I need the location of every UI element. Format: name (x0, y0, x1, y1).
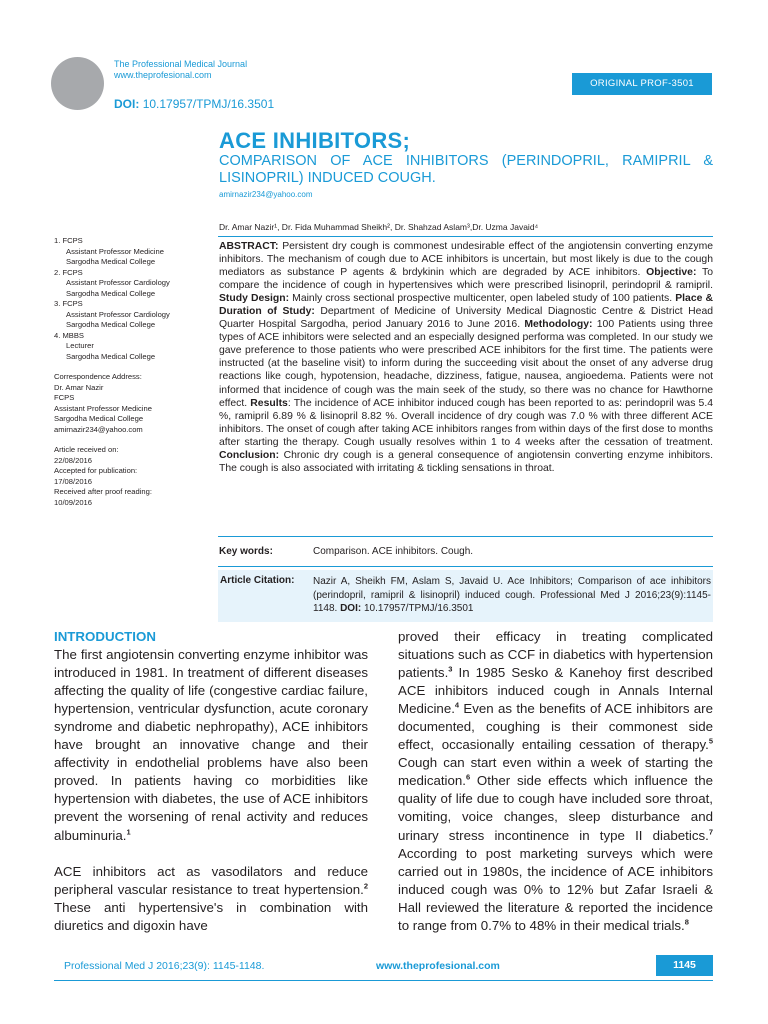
citation-text (313, 575, 711, 616)
paragraph-text: The first angiotensin converting enzyme inhibitor was introduced in 1981. In treatment of different diseases affecting the quality of life (congestive cardiac failure, hypertension, ventricular dysfunction, acute coronary syndrome and diabetic nephropathy), ACE inhibitors have brought an innovative change and their affectivity in endothelial problems have also been proved. In patients having co morbidities like hypertension with diabetes, the use of ACE inhibitors prevent the worsening of renal activity and reduces albuminuria. (54, 647, 368, 843)
correspondence-line: FCPS (54, 393, 75, 402)
paragraph-text: According to post marketing surveys which were carried out in 1980s, the incidence of ACE inhibitors induced cough was 0% to 12% but Zafar Israeli & Hall reviewed the literature & reported the incidence to range from 0.7% to 48% in their medical trials. (398, 845, 713, 933)
body-column-right (398, 628, 713, 935)
paragraph-text: Cough can start even within a week of starting the medication. (398, 755, 713, 789)
affiliation-line: Sargodha Medical College (66, 257, 156, 266)
accepted-date: 17/08/2016 (54, 476, 93, 486)
doi-label: DOI: (114, 97, 140, 111)
affiliation-num: 3. FCPS (54, 299, 83, 308)
article-type-badge: ORIGINAL PROF-3501 (572, 73, 712, 95)
conclusion-text: Chronic dry cough is a general consequence of angiotensin converting enzyme inhibitors. The cough is also associated with irritating & tickling sensations in throat. (219, 449, 713, 474)
results-label: Results (250, 397, 288, 409)
divider (218, 566, 713, 567)
divider (218, 536, 713, 537)
section-heading: INTRODUCTION (54, 629, 156, 644)
reference-marker: 7 (708, 827, 713, 837)
design-label: Study Design: (219, 293, 290, 305)
proof-label: Received after proof reading: (54, 487, 152, 496)
correspondence-line: Sargodha Medical College (54, 414, 144, 423)
abstract-text: Persistent dry cough is commonest undesirable effect of the angiotensin converting enzyme inhibitors. The mechanism of cough due to ACE inhibitors is uncertain, but most likely is due to the cough mediators as substance P agents & brdykinin which are degraded by ACE inhibitors. (219, 241, 713, 279)
received-label: Article received on: (54, 445, 119, 454)
citation-body: Nazir A, Sheikh FM, Aslam S, Javaid U. Ace Inhibitors; Comparison of ace inhibitors (perindopril, ramipril & lisinopril) induced cough. Professional Med J 2016;23(9):1145-1148. (313, 576, 711, 614)
objective-text: To compare the incidence of cough in hypertensives which were prescribed lisinopril, perindopril & ramipril. (219, 267, 713, 292)
footer-divider (54, 980, 713, 981)
author-email-link[interactable]: amirnazir234@yahoo.com (219, 190, 313, 199)
affiliation-line: Sargodha Medical College (66, 288, 156, 298)
divider (218, 236, 713, 237)
affiliation-line: Assistant Professor Medicine (66, 246, 164, 256)
doi-link[interactable]: 10.17957/TPMJ/16.3501 (142, 97, 275, 111)
reference-marker: 2 (363, 881, 368, 891)
affiliation-num: 1. FCPS (54, 236, 83, 245)
journal-logo (51, 57, 104, 110)
reference-marker: 5 (708, 736, 713, 746)
place-text: Department of Medicine of University Medical Diagnostic Centre & District Head Quarter Hospital Sargodha, period January 2016 to June 2016. (219, 306, 714, 331)
results-text: : The incidence of ACE inhibitor induced cough has been reported to as: perindopril was 5.4 %, ramipril 6.89 % & lisinopril 8.82 %. Overall incidence of dry cough was 7.0 % with three different ACE inhibitors. The onset of cough after taking ACE inhibitors ranges from within days of the first dose to months after starting the therapy. Cough usually resolves within 1 to 4 weeks after the cessation of treatment. (219, 397, 714, 448)
paragraph-text: These anti hypertensive's in combination with diuretics and digoxin have (54, 899, 368, 933)
reference-marker: 6 (466, 772, 471, 782)
journal-name: The Professional Medical Journal (114, 59, 248, 69)
keywords-label: Key words: (219, 546, 273, 557)
design-text: Mainly cross sectional prospective multicenter, open labeled study of 100 patients. (289, 293, 676, 305)
affiliation-line: Sargodha Medical College (66, 320, 156, 329)
paragraph (54, 646, 368, 845)
article-title: ACE INHIBITORS; (219, 128, 411, 153)
affiliation-line: Assistant Professor Cardiology (66, 278, 170, 287)
reference-marker: 4 (454, 700, 460, 710)
methodology-text: 100 Patients using three types of ACE inhibitors were selected and an especially designed performa was completed. In our study we gave preference to those patients who were prescribed ACE inhibitors for the first time. The patients were instructed (at the baseline visit) to inform during the succeeding visit about the onset of any adverse drug reactions like cough, hypotension, headache, dizziness, fatigue, nausea, angioedema. Patients were not informed that incidence of cough was the main seek of the study, so there was no chance for Hawthorne effect. (219, 319, 713, 409)
received-date: 22/08/2016 (54, 455, 93, 465)
author-affiliations-sidebar (54, 236, 204, 508)
correspondence-label: Correspondence Address: (54, 372, 142, 381)
citation-doi-link[interactable]: 10.17957/TPMJ/16.3501 (361, 603, 474, 614)
footer-url-link[interactable]: www.theprofesional.com (376, 960, 500, 972)
paragraph (54, 863, 368, 935)
journal-url-link[interactable]: www.theprofesional.com (114, 70, 212, 80)
place-label: Place & Duration of Study: (219, 293, 713, 318)
doi-line (114, 97, 274, 111)
citation-doi-label: DOI: (340, 603, 362, 614)
affiliation-line: Sargodha Medical College (66, 351, 156, 361)
affiliation-line: Lecturer (66, 341, 94, 350)
abstract (219, 240, 713, 475)
affiliation-num: 2. FCPS (54, 267, 83, 277)
citation-label: Article Citation: (220, 575, 295, 586)
affiliation-line: Assistant Professor Cardiology (66, 309, 170, 319)
body-column-left (54, 628, 368, 935)
objective-label: Objective: (646, 267, 697, 279)
correspondence-line: Assistant Professor Medicine (54, 403, 152, 413)
article-subtitle: COMPARISON OF ACE INHIBITORS (PERINDOPRIL, RAMIPRIL & LISINOPRIL) INDUCED COUGH. (219, 153, 713, 186)
affiliation-num: 4. MBBS (54, 330, 84, 340)
proof-date: 10/09/2016 (54, 497, 93, 507)
reference-marker: 8 (684, 917, 689, 927)
reference-marker: 3 (448, 664, 453, 674)
correspondence-email-link[interactable]: amirnazir234@yahoo.com (54, 424, 143, 434)
methodology-label: Methodology: (524, 319, 593, 331)
accepted-label: Accepted for publication: (54, 466, 138, 475)
reference-marker: 1 (126, 827, 131, 837)
footer-citation: Professional Med J 2016;23(9): 1145-1148. (64, 960, 265, 972)
paragraph-text: In 1985 Sesko & Kanehoy first described ACE inhibitors induced cough in Annals Internal Medicine. (398, 665, 713, 717)
paragraph-text: proved their efficacy in treating complicated situations such as CCF in diabetics with hypertension patients. (398, 629, 713, 681)
abstract-label: ABSTRACT: (219, 241, 279, 252)
author-list: Dr. Amar Nazir¹, Dr. Fida Muhammad Sheikh², Dr. Shahzad Aslam³,Dr. Uzma Javaid⁴ (219, 222, 539, 232)
page-number: 1145 (656, 955, 713, 976)
paragraph-text: ACE inhibitors act as vasodilators and reduce peripheral vascular resistance to treat hypertension. (54, 863, 368, 897)
keywords-text: Comparison. ACE inhibitors. Cough. (313, 546, 474, 557)
paragraph-text: Other side effects which influence the quality of life due to cough have included sore throat, vomiting, voice changes, sleep disturbance and urinary stress incontinence in type II diabetics. (398, 773, 713, 843)
conclusion-label: Conclusion: (219, 449, 280, 461)
paragraph-text: Even as the benefits of ACE inhibitors are documented, coughing is their commonest side effect, occasionally entailing cessation of therapy. (398, 701, 713, 753)
correspondence-line: Dr. Amar Nazir (54, 382, 104, 392)
